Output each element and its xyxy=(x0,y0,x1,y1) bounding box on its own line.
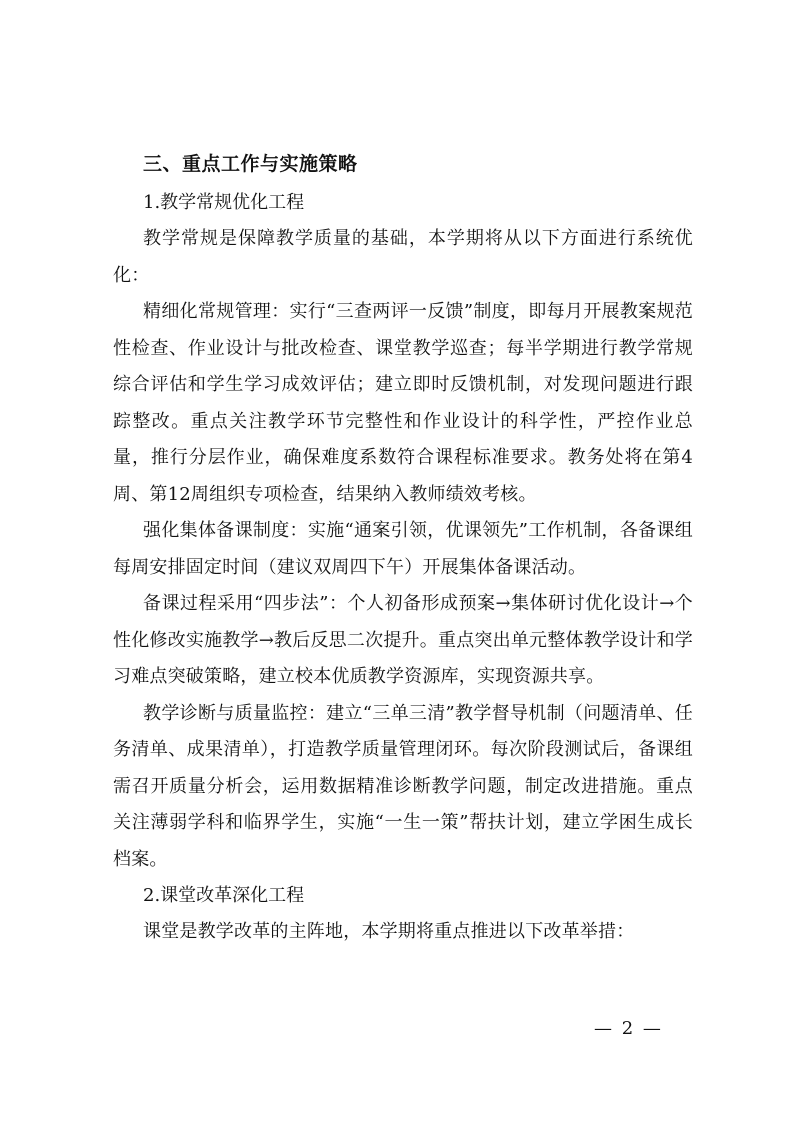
subsection-title-1: 1.教学常规优化工程 xyxy=(143,192,305,213)
subsection-title-2: 2.课堂改革深化工程 xyxy=(143,885,305,906)
paragraph-diagnosis: 教学诊断与质量监控：建立“三单三清”教学督导机制（问题清单、任务清单、成果清单），打造教学质量管理闭环。每次阶段测试后，备课组需召开质量分析会，运用数据精准诊断教学问题，制定改进措施。重点关注薄弱学科和临界学生，实施“一生一策”帮扶计划，建立学困生成长档案。 xyxy=(113,702,693,870)
paragraph-collective-prep: 强化集体备课制度：实施“通案引领，优课领先”工作机制，各备课组每周安排固定时间（建议双周四下午）开展集体备课活动。 xyxy=(113,520,693,578)
paragraph-four-steps: 备课过程采用“四步法”：个人初备形成预案→集体研讨优化设计→个性化修改实施教学→教后反思二次提升。重点突出单元整体教学设计和学习难点突破策略，建立校本优质教学资源库，实现资源共享。 xyxy=(113,593,693,687)
section-heading: 三、重点工作与实施策略 xyxy=(143,153,358,175)
page-number: — 2 — xyxy=(594,1018,663,1039)
paragraph-intro-1: 教学常规是保障教学质量的基础，本学期将从以下方面进行系统优化： xyxy=(113,228,693,286)
paragraph-fine-management: 精细化常规管理：实行“三查两评一反馈”制度，即每月开展教案规范性检查、作业设计与批改检查、课堂教学巡查；每半学期进行教学常规综合评估和学生学习成效评估；建立即时反馈机制，对发现问题进行跟踪整改。重点关注教学环节完整性和作业设计的科学性，严控作业总量，推行分层作业，确保难度系数符合课程标准要求。教务处将在第4周、第12周组织专项检查，结果纳入教师绩效考核。 xyxy=(113,301,693,505)
paragraph-intro-2: 课堂是教学改革的主阵地，本学期将重点推进以下改革举措： xyxy=(143,921,635,942)
page-body xyxy=(113,143,693,951)
